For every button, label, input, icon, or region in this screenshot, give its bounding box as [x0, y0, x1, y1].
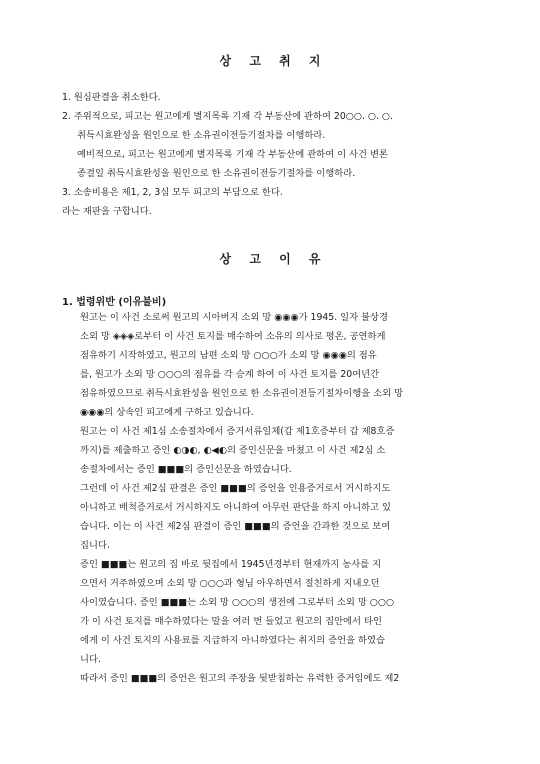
purpose-heading: 상 고 취 지: [219, 54, 321, 68]
body-line: 점유하기 시작하였고, 원고의 남편 소외 망 ○○○가 소외 망 ◉◉◉의 점유: [80, 350, 377, 361]
body-line: 아니하고 배척증거로서 거시하지도 아니하여 아무런 판단을 하지 아니하고 있: [80, 502, 392, 513]
purpose-line: 예비적으로, 피고는 원고에게 별지목록 기재 각 부동산에 관하여 이 사건 변론: [77, 149, 388, 160]
reasons-heading: 상 고 이 유: [219, 252, 321, 266]
body-line: 따라서 증인 ■■■의 증언은 원고의 주장을 뒷받침하는 유력한 증거임에도 제2: [80, 673, 400, 684]
purpose-line: 1. 원심판결을 취소한다.: [62, 92, 161, 103]
purpose-line: 3. 소송비용은 제1, 2, 3심 모두 피고의 부담으로 한다.: [62, 187, 283, 198]
body-line: 원고는 이 사건 소로써 원고의 시아버지 소외 망 ◉◉◉가 1945. 일자 불상경: [80, 312, 388, 323]
body-line: 그런데 이 사건 제2심 판결은 증인 ■■■의 증언을 인용증거로서 거시하지도: [80, 483, 391, 494]
body-line: 에게 이 사건 토지의 사용료를 지급하지 아니하였다는 취지의 증언을 하였습: [80, 635, 386, 646]
purpose-line: 취득시효완성을 원인으로 한 소유권이전등기절차를 이행하라.: [77, 130, 326, 141]
purpose-line: 라는 재판을 구합니다.: [62, 206, 152, 217]
body-line: 증인 ■■■는 원고의 집 바로 뒷집에서 1945년경부터 현재까지 농사를 지: [80, 559, 382, 570]
body-line: 니다.: [80, 654, 101, 665]
body-line: 까지)를 제출하고 증인 ◐◑◐, ◐◀◐의 증인신문을 마쳤고 이 사건 제2심 소: [80, 445, 386, 456]
body-line: 집니다.: [80, 540, 110, 551]
body-line: 를, 원고가 소외 망 ○○○의 점유를 각 승계 하여 이 사건 토지를 20여년간: [80, 369, 380, 380]
body-line: 사이였습니다. 증인 ■■■는 소외 망 ○○○의 생전에 그로부터 소외 망 ○○○: [80, 597, 395, 608]
purpose-line: 2. 주위적으로, 피고는 원고에게 별지목록 기재 각 부동산에 관하여 20○○. ○. ○.: [62, 111, 393, 122]
body-line: 가 이 사건 토지를 매수하였다는 말을 여러 번 들었고 원고의 집안에서 타인: [80, 616, 382, 627]
body-line: 송절차에서는 증인 ■■■의 증인신문을 하였습니다.: [80, 464, 292, 475]
section-title: 1. 법령위반 (이유불비): [62, 297, 167, 308]
body-line: 으면서 거주하였으며 소외 망 ○○○과 형님 아우하면서 절친하게 지내오던: [80, 578, 380, 589]
body-line: ◉◉◉의 상속인 피고에게 구하고 있습니다.: [80, 407, 254, 418]
body-line: 원고는 이 사건 제1심 소송절차에서 증거서류일체(갑 제1호증부터 갑 제8호증: [80, 426, 395, 437]
purpose-line: 종결일 취득시효완성을 원인으로 한 소유권이전등기절차를 이행하라.: [77, 168, 356, 179]
body-line: 소외 망 ◈◈◈로부터 이 사건 토지를 매수하여 소유의 의사로 평온, 공연하게: [80, 331, 386, 342]
body-line: 습니다. 이는 이 사건 제2심 판결이 증인 ■■■의 증언을 간과한 것으로 보여: [80, 521, 391, 532]
body-line: 점유하였으므로 취득시효완성을 원인으로 한 소유권이전등기절차이행을 소외 망: [80, 388, 404, 399]
